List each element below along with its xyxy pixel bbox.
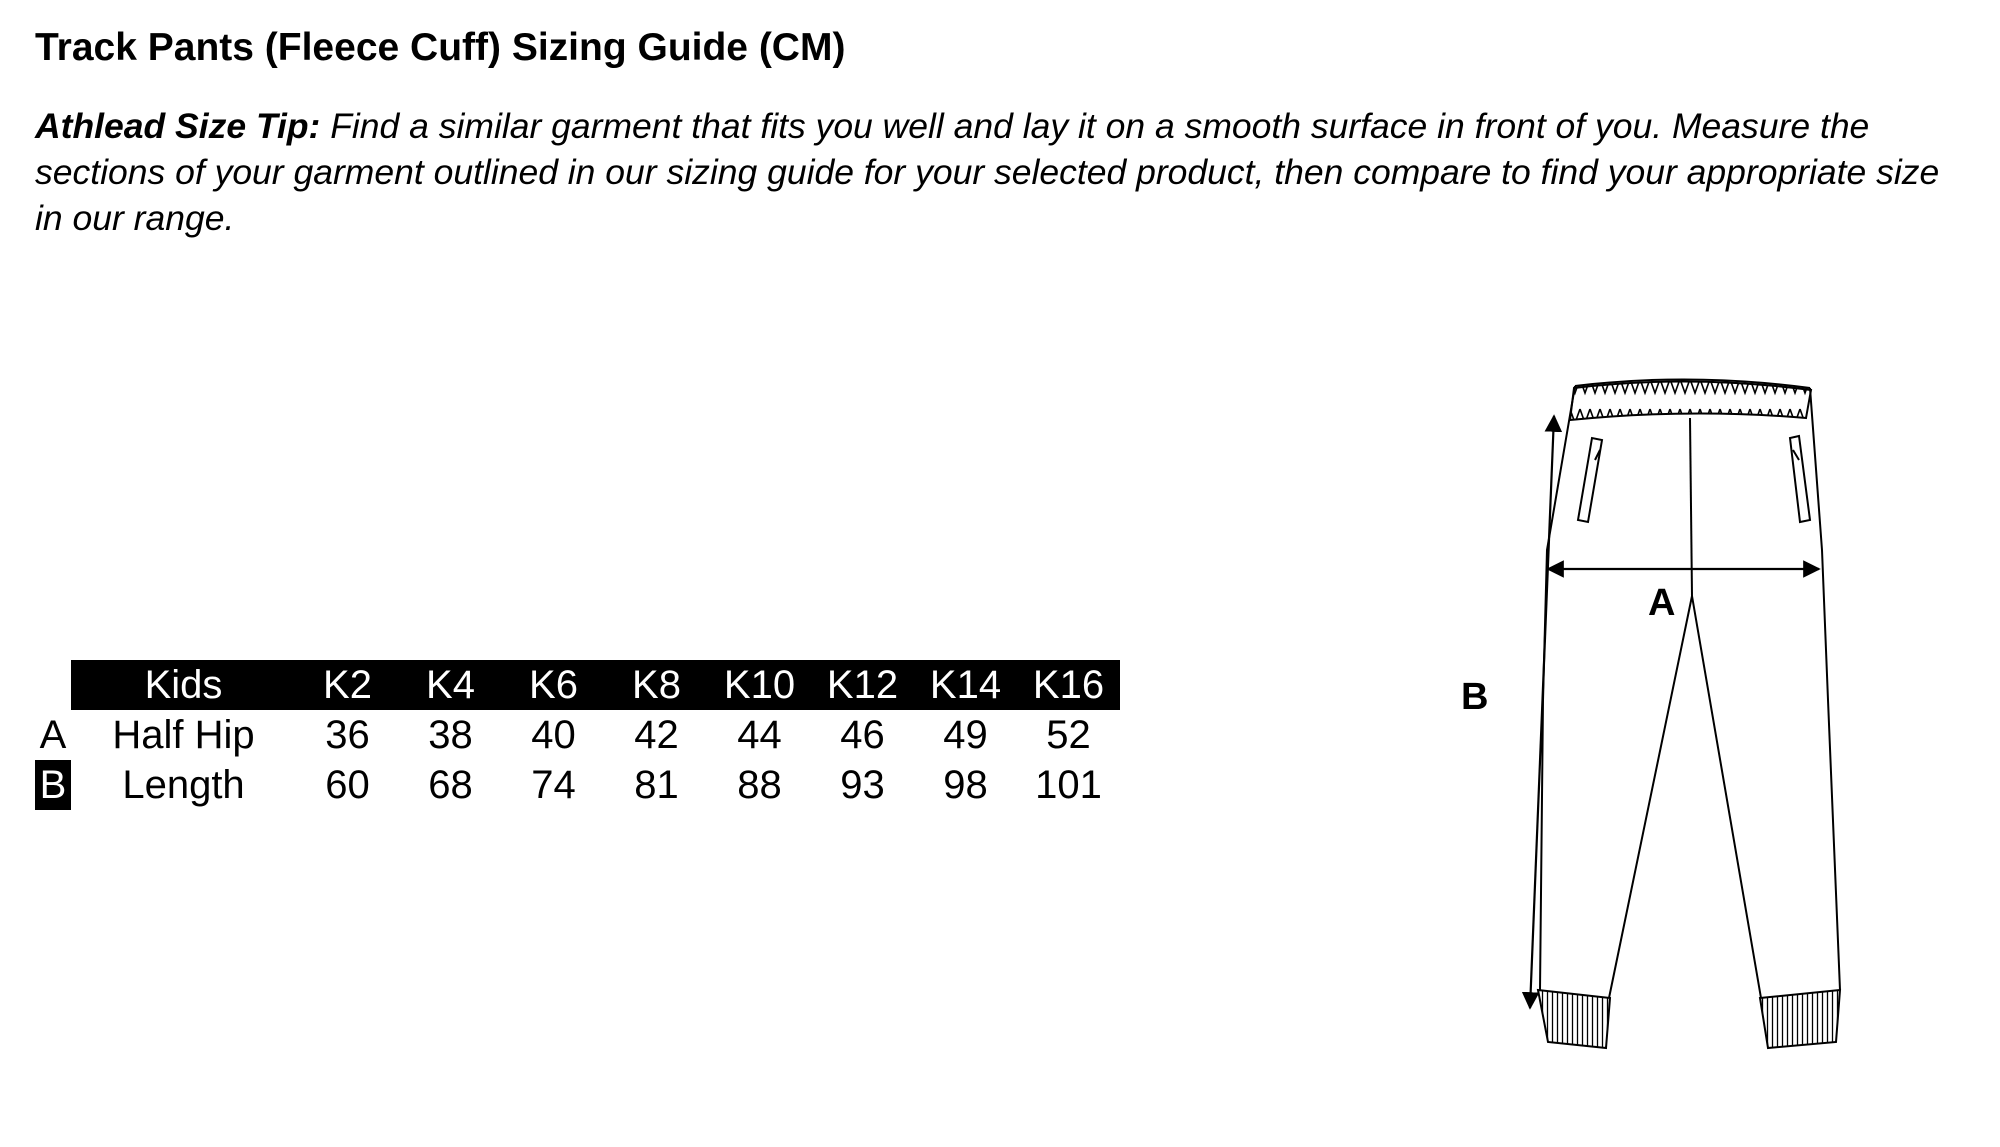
table-header-row xyxy=(35,660,1120,710)
row-name: Half Hip xyxy=(112,713,255,757)
size-tip-text: Find a similar garment that fits you well and lay it on a smooth surface in front of you. Measure the sections of your garment outlined in our sizing guide for your selected product, then compare to find your appropriate size in our range. xyxy=(35,106,1940,238)
header-size: K6 xyxy=(502,660,605,710)
row-key: B xyxy=(35,760,71,810)
header-size: K16 xyxy=(1017,660,1120,710)
header-size: K14 xyxy=(914,660,1017,710)
header-size: K12 xyxy=(811,660,914,710)
header-kids: Kids xyxy=(71,660,296,710)
header-size: K4 xyxy=(399,660,502,710)
table-cell: 93 xyxy=(840,763,885,807)
table-cell: 88 xyxy=(737,763,782,807)
waistband xyxy=(1570,381,1811,420)
table-cell: 60 xyxy=(325,763,370,807)
table-cell: 38 xyxy=(428,713,473,757)
size-tip-label: Athlead Size Tip: xyxy=(35,106,321,146)
cuffs xyxy=(1538,990,1840,1048)
table-cell: 42 xyxy=(634,713,679,757)
table-cell: 46 xyxy=(840,713,885,757)
row-name: Length xyxy=(122,763,245,807)
table-cell: 101 xyxy=(1035,763,1102,807)
table-cell: 40 xyxy=(531,713,576,757)
row-key: A xyxy=(39,713,67,757)
page-title: Track Pants (Fleece Cuff) Sizing Guide (CM) xyxy=(35,26,846,69)
sizing-table xyxy=(35,660,1120,810)
pants-outline xyxy=(1540,379,1840,998)
header-size: K10 xyxy=(708,660,811,710)
table-cell: 68 xyxy=(428,763,473,807)
table-cell: 74 xyxy=(531,763,576,807)
header-size: K2 xyxy=(296,660,399,710)
table-cell: 49 xyxy=(943,713,988,757)
size-tip xyxy=(35,103,1965,241)
table-row xyxy=(35,710,1120,760)
track-pants-diagram xyxy=(1450,370,1870,1060)
table-cell: 98 xyxy=(943,763,988,807)
table-cell: 81 xyxy=(634,763,679,807)
measure-b-label: B xyxy=(1461,676,1489,718)
measure-b-arrow xyxy=(1530,416,1554,1008)
table-cell: 52 xyxy=(1046,713,1091,757)
table-cell: 44 xyxy=(737,713,782,757)
table-cell: 36 xyxy=(325,713,370,757)
table-row xyxy=(35,760,1120,810)
header-size: K8 xyxy=(605,660,708,710)
measure-a-label: A xyxy=(1648,582,1676,624)
